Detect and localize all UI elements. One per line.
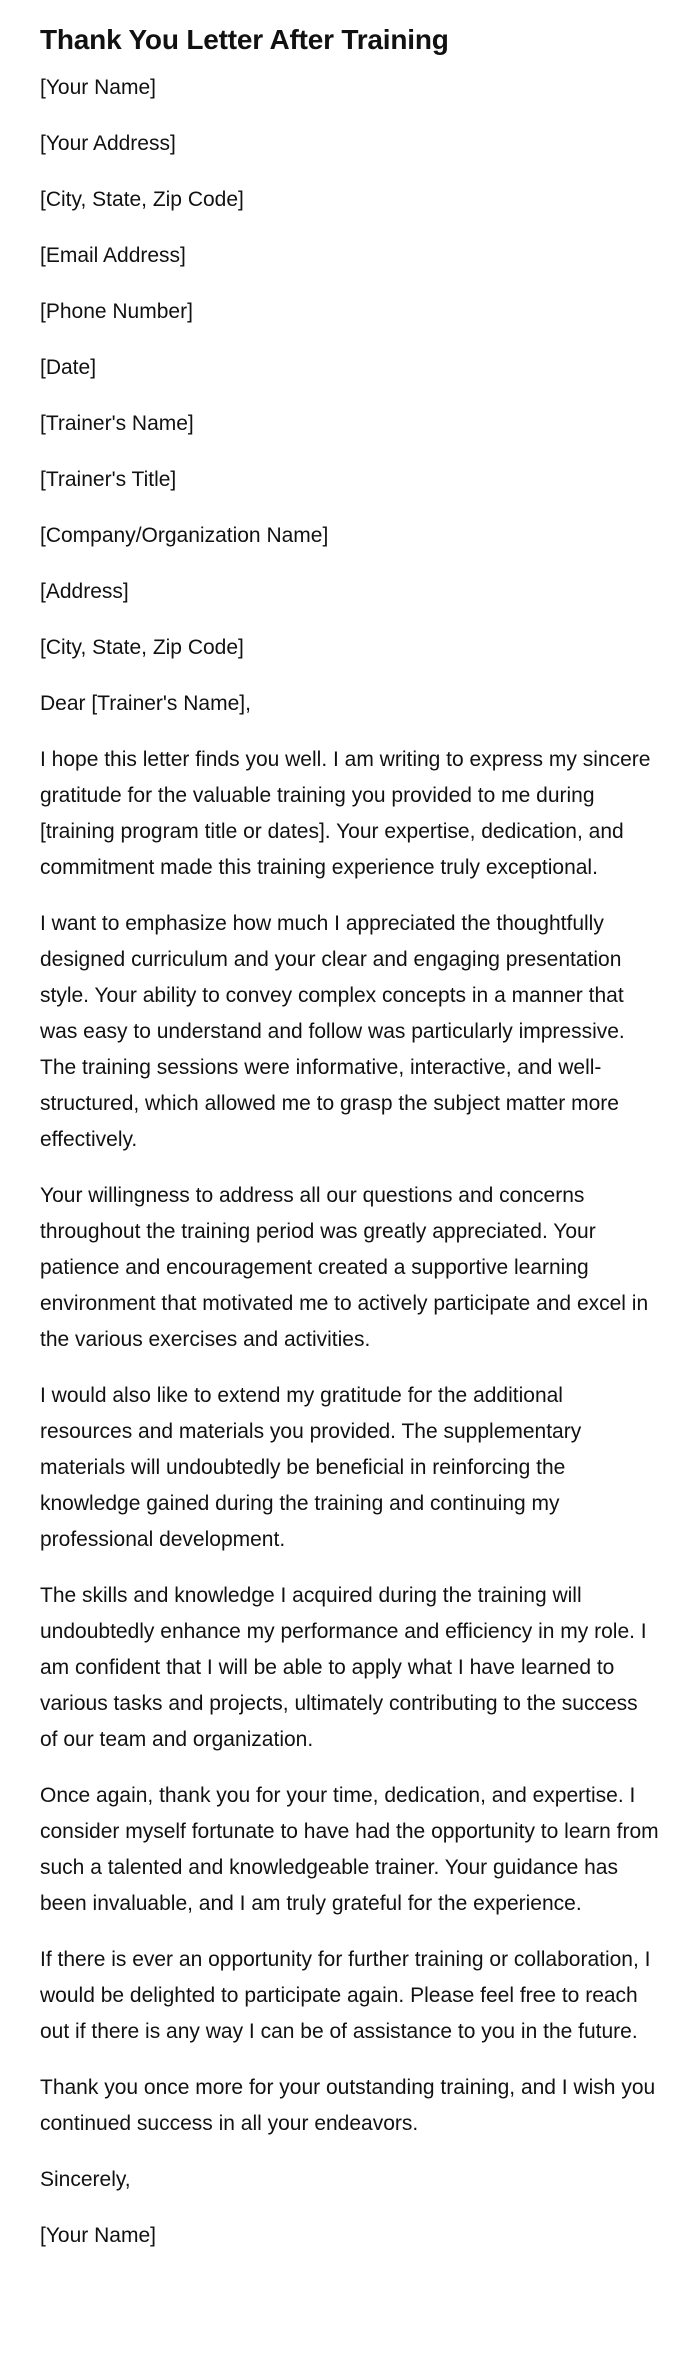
body-paragraph: Thank you once more for your outstanding training, and I wish you continued success in all your endeavors. — [40, 2076, 656, 2135]
body-paragraph: Your willingness to address all our questions and concerns throughout the training period was greatly appreciated. Your patience and encouragement created a supportive learning environment that motivated me to actively participate and excel in the various exercises and activities. — [40, 1184, 649, 1351]
sender-block — [40, 70, 660, 330]
recipient-company: [Company/Organization Name] — [40, 524, 329, 547]
letter-body — [40, 742, 660, 2142]
closing: Sincerely, — [40, 2168, 131, 2191]
body-paragraph: If there is ever an opportunity for further training or collaboration, I would be delighted to participate again. Please feel free to reach out if there is any way I can be of assistance to you in the future. — [40, 1948, 651, 2043]
sender-city-state-zip: [City, State, Zip Code] — [40, 188, 244, 211]
body-paragraph: The skills and knowledge I acquired during the training will undoubtedly enhance my performance and efficiency in my role. I am confident that I will be able to apply what I have learned to various tasks and projects, ultimately contributing to the success of our team and organization. — [40, 1584, 647, 1751]
recipient-address: [Address] — [40, 580, 129, 603]
recipient-name: [Trainer's Name] — [40, 412, 194, 435]
salutation: Dear [Trainer's Name], — [40, 692, 251, 715]
sender-name: [Your Name] — [40, 76, 156, 99]
recipient-title: [Trainer's Title] — [40, 468, 177, 491]
recipient-city-state-zip: [City, State, Zip Code] — [40, 636, 244, 659]
sender-address: [Your Address] — [40, 132, 176, 155]
signature-name: [Your Name] — [40, 2224, 156, 2247]
body-paragraph: I hope this letter finds you well. I am writing to express my sincere gratitude for the valuable training you provided to me during [training program title or dates]. Your expertise, dedication, and commitment made this training experience truly exceptional. — [40, 748, 651, 879]
page-title: Thank You Letter After Training — [40, 24, 449, 55]
body-paragraph: I want to emphasize how much I appreciated the thoughtfully designed curriculum and your clear and engaging presentation style. Your ability to convey complex concepts in a manner that was easy to understand and follow was particularly impressive. The training sessions were informative, interactive, and well-structured, which allowed me to grasp the subject matter more effectively. — [40, 912, 625, 1151]
letter-date: [Date] — [40, 356, 97, 379]
body-paragraph: I would also like to extend my gratitude for the additional resources and materials you provided. The supplementary materials will undoubtedly be beneficial in reinforcing the knowledge gained during the training and continuing my professional development. — [40, 1384, 582, 1551]
sender-phone: [Phone Number] — [40, 300, 193, 323]
recipient-block — [40, 406, 660, 666]
sender-email: [Email Address] — [40, 244, 186, 267]
body-paragraph: Once again, thank you for your time, dedication, and expertise. I consider myself fortunate to have had the opportunity to learn from such a talented and knowledgeable trainer. Your guidance has been invaluable, and I am truly grateful for the experience. — [40, 1784, 659, 1915]
